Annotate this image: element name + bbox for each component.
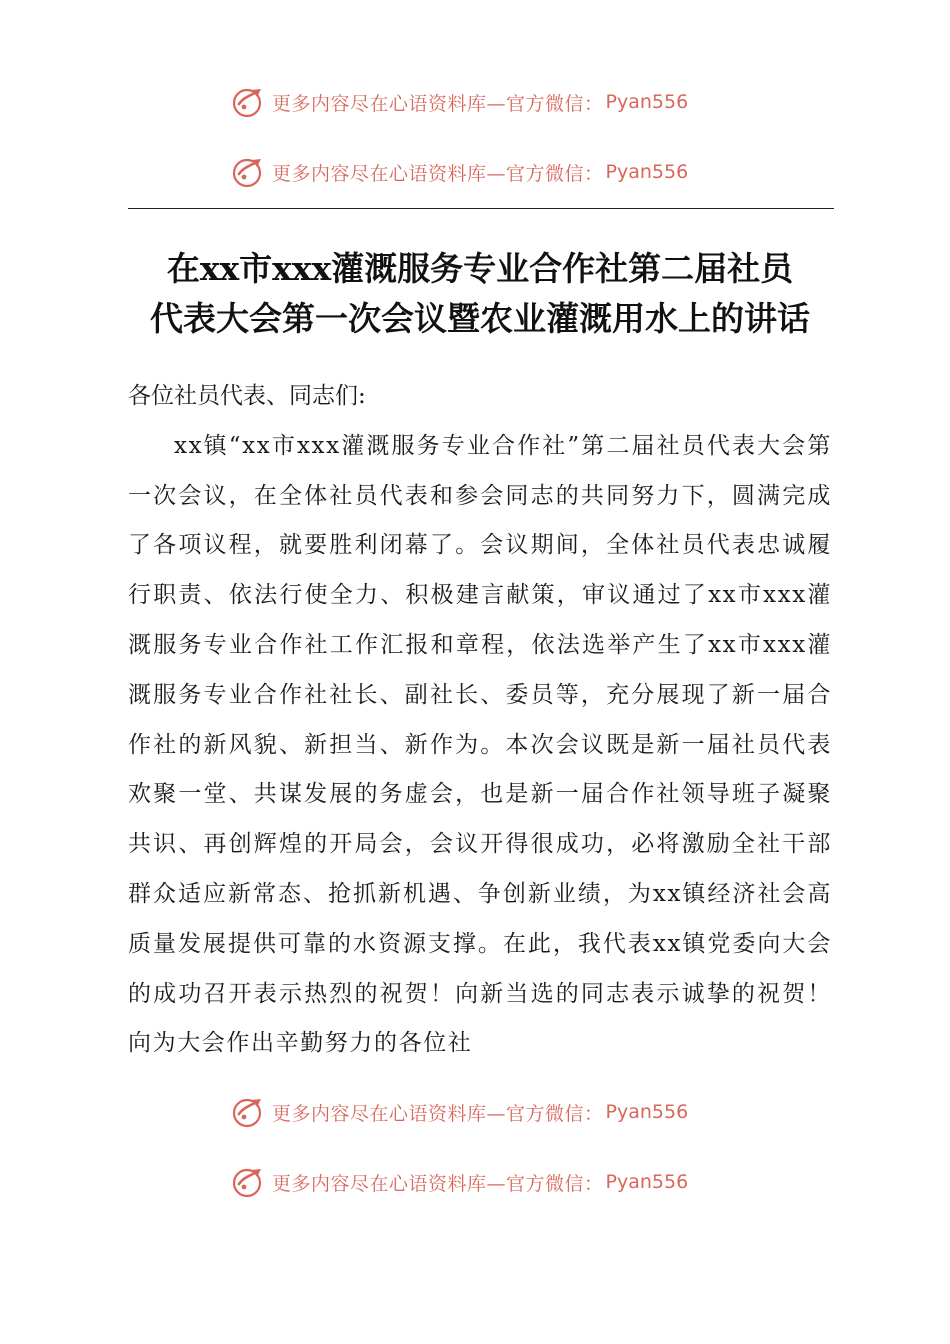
document-title — [120, 244, 840, 344]
watermark-banner — [230, 1092, 688, 1132]
salutation: 各位社员代表、同志们: — [128, 383, 366, 409]
watermark-wechat-id: Pyan556 — [605, 161, 689, 183]
watermark-wechat-id: Pyan556 — [605, 1171, 689, 1193]
watermark-text: 更多内容尽在心语资料库—官方微信： — [272, 162, 604, 185]
body-paragraph: xx镇“xx市xxx灌溉服务专业合作社”第二届社员代表大会第一次会议，在全体社员代表和参会同志的共同努力下，圆满完成了各项议程，就要胜利闭幕了。会议期间，全体社员代表忠诚履行职责、依法行使全力、积极建言献策，审议通过了xx市xxx灌溉服务专业合作社工作汇报和章程，依法选举产生了xx市xxx灌溉服务专业合作社社长、副社长、委员等，充分展现了新一届合作社的新风貌、新担当、新作为。本次会议既是新一届社员代表欢聚一堂、共谋发展的务虚会，也是新一届合作社领导班子凝聚共识、再创辉煌的开局会，会议开得很成功，必将激励全社干部群众适应新常态、抢抓新机遇、争创新业绩，为xx镇经济社会高质量发展提供可靠的水资源支撑。在此，我代表xx镇党委向大会的成功召开表示热烈的祝贺！向新当选的同志表示诚挚的祝贺！向为大会作出辛勤努力的各位社 — [128, 432, 832, 1057]
header-divider — [128, 208, 834, 209]
title-line-2: 代表大会第一次会议暨农业灌溉用水上的讲话 — [150, 299, 810, 338]
watermark-banner — [230, 1162, 688, 1202]
logo-icon — [230, 1164, 266, 1200]
logo-icon — [230, 1094, 266, 1130]
document-body — [128, 372, 832, 1069]
watermark-wechat-id: Pyan556 — [605, 91, 689, 113]
logo-icon — [230, 154, 266, 190]
title-line-1: 在xx市xxx灌溉服务专业合作社第二届社员 — [166, 249, 794, 288]
logo-icon — [230, 84, 266, 120]
watermark-text: 更多内容尽在心语资料库—官方微信： — [272, 1172, 604, 1195]
watermark-wechat-id: Pyan556 — [605, 1101, 689, 1123]
watermark-banner — [230, 82, 688, 122]
watermark-text: 更多内容尽在心语资料库—官方微信： — [272, 1102, 604, 1125]
watermark-text: 更多内容尽在心语资料库—官方微信： — [272, 92, 604, 115]
watermark-banner — [230, 152, 688, 192]
